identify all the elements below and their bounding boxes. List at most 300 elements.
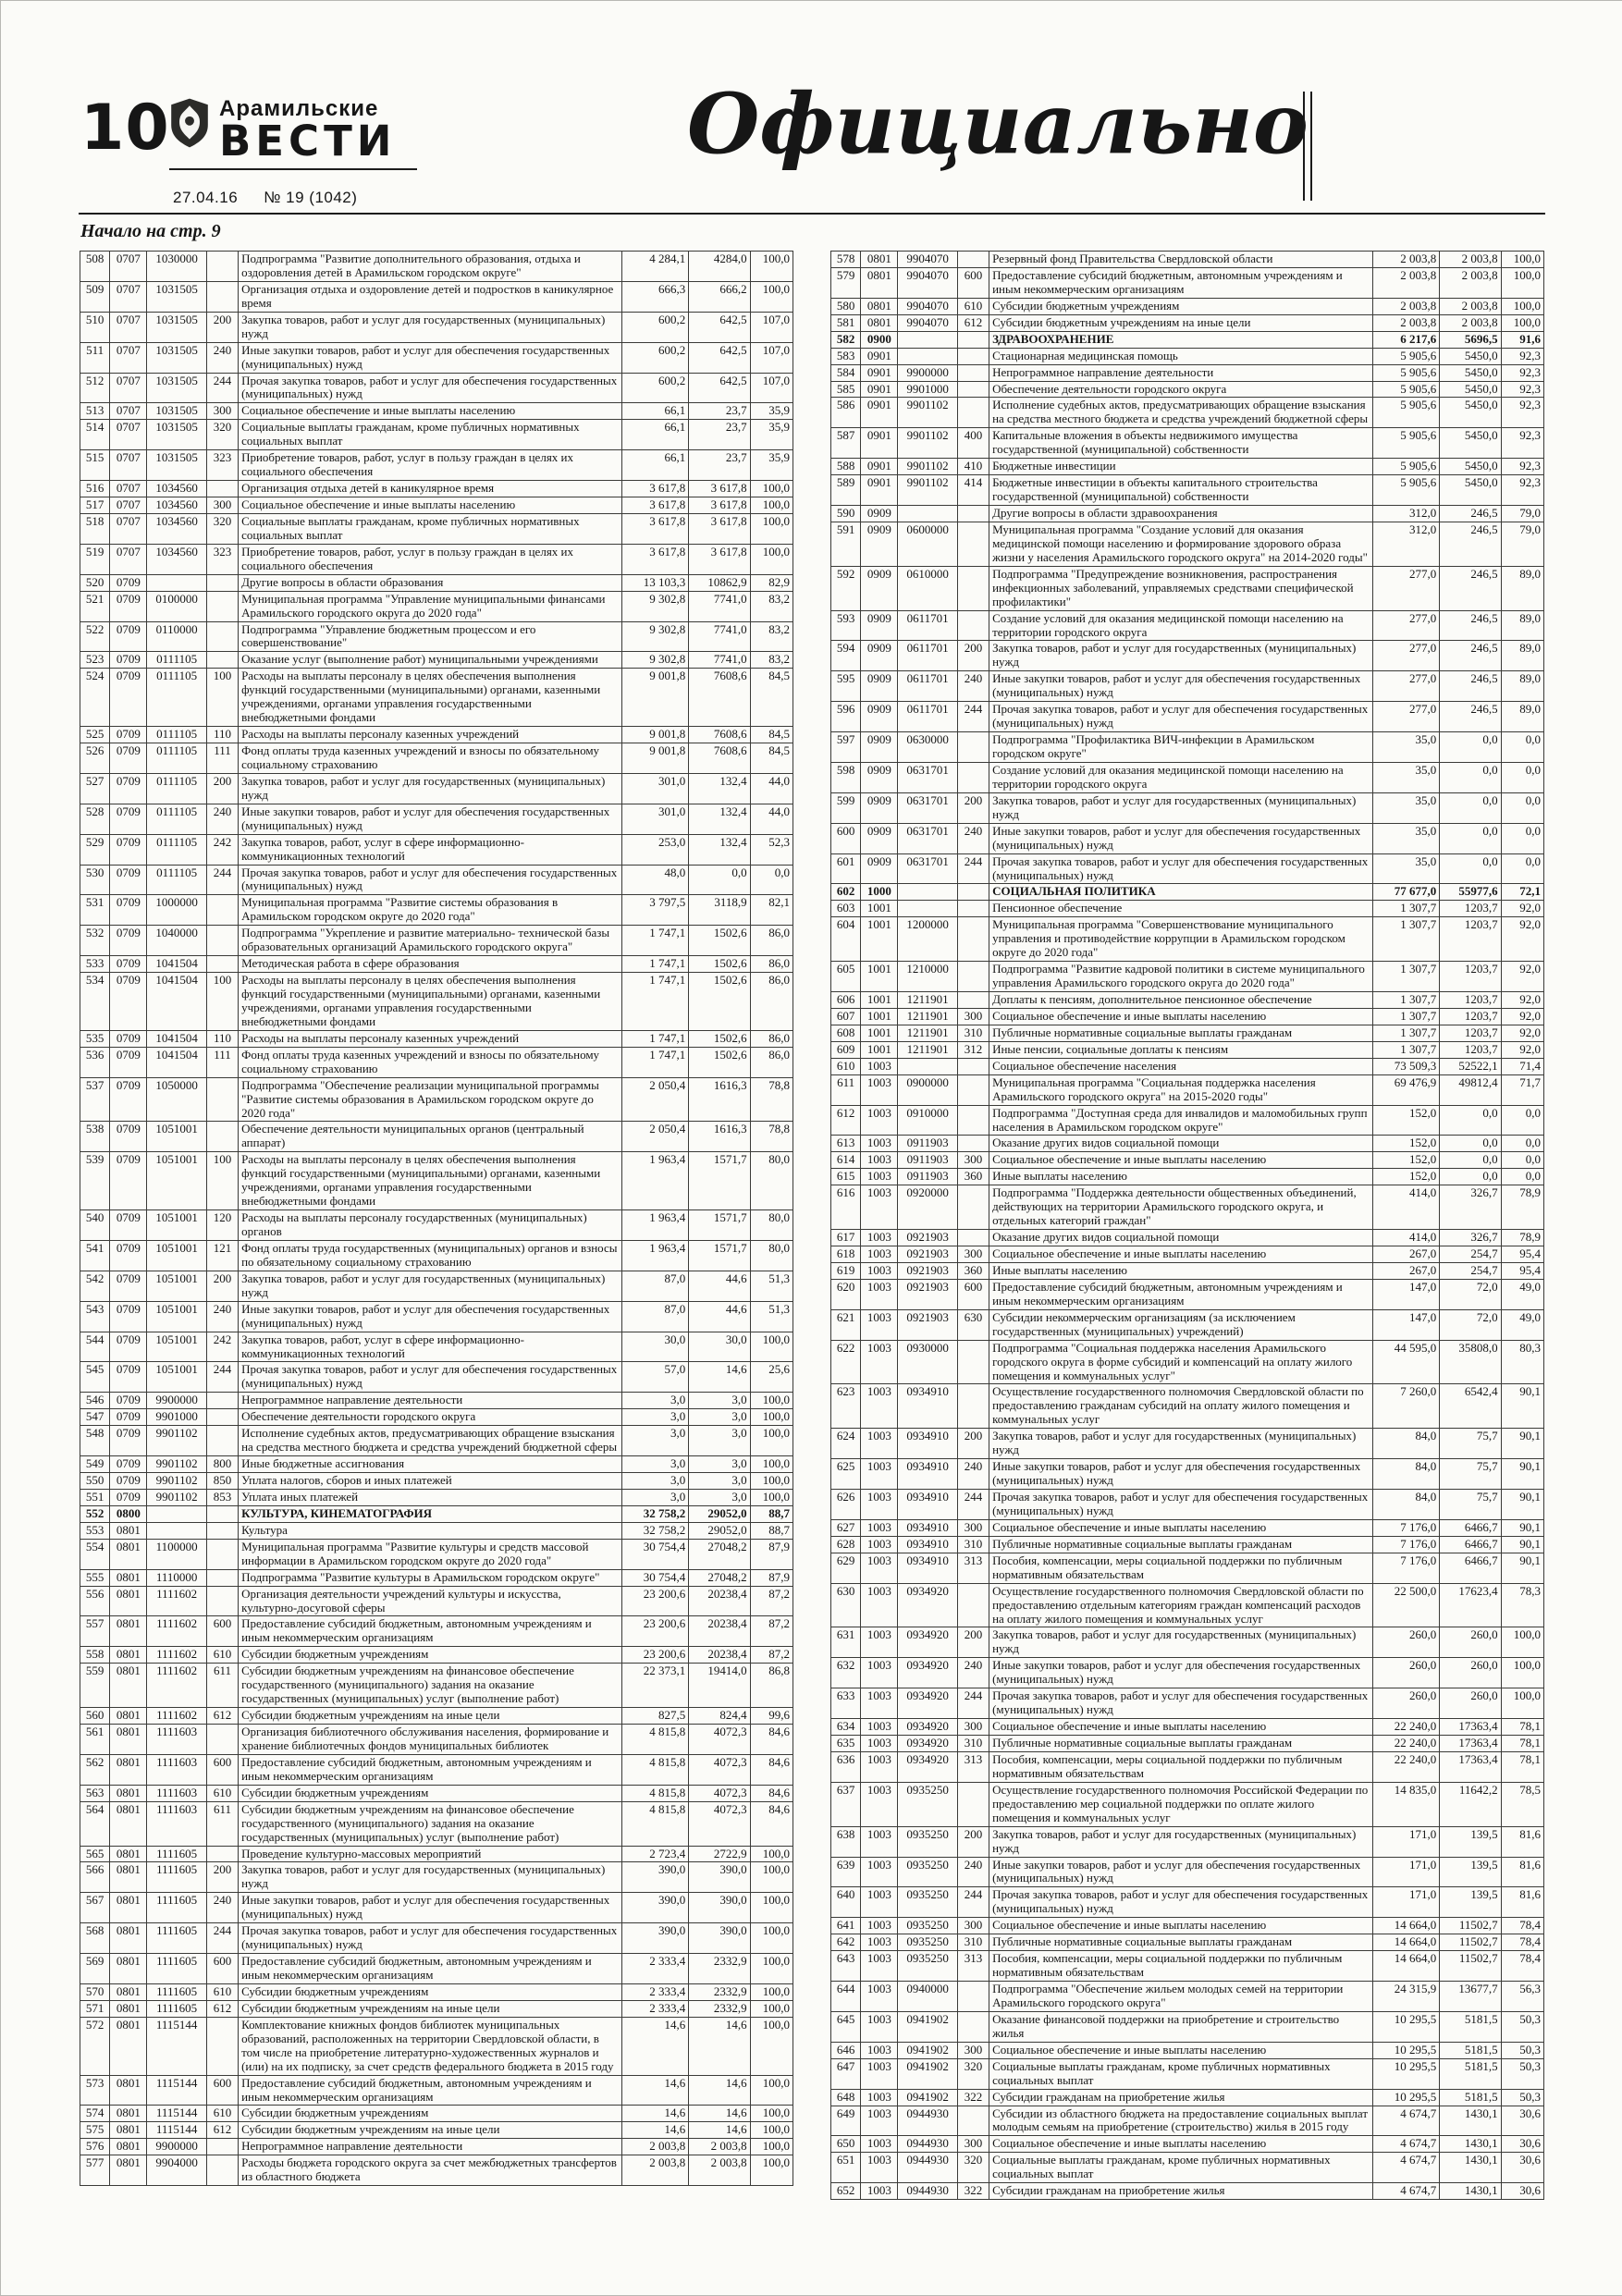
expense-name: Социальное обеспечение и иные выплаты населению <box>989 2136 1373 2153</box>
expense-name: Социальное обеспечение и иные выплаты населению <box>989 1719 1373 1736</box>
section-code: 1003 <box>861 2011 898 2042</box>
target-article-code: 0631701 <box>898 853 957 884</box>
target-article-code: 0911903 <box>898 1136 957 1152</box>
row-num: 520 <box>80 574 110 591</box>
section-code: 0909 <box>861 522 898 566</box>
expense-name: Подпрограмма "Развитие дополнительного образования, отдыха и оздоровления детей в Арамильском городском округе" <box>239 252 622 282</box>
expense-type-code: 800 <box>206 1456 238 1473</box>
expense-type-code: 200 <box>957 1429 989 1459</box>
table-row <box>80 743 793 774</box>
row-num: 574 <box>80 2106 110 2122</box>
executed-amount: 14,6 <box>689 2017 750 2075</box>
execution-percent: 100,0 <box>750 2017 793 2075</box>
row-num: 582 <box>831 331 861 348</box>
planned-amount: 32 758,2 <box>621 1505 688 1522</box>
execution-percent: 84,5 <box>750 727 793 743</box>
executed-amount: 1203,7 <box>1440 992 1501 1009</box>
execution-percent: 100,0 <box>1501 298 1543 314</box>
planned-amount: 1 747,1 <box>621 973 688 1031</box>
expense-name: Подпрограмма "Профилактика ВИЧ-инфекции в Арамильском городском округе" <box>989 732 1373 763</box>
expense-name: Подпрограмма "Развитие кадровой политики в системе муниципального управления Арамильского городского округа до 2020 года" <box>989 962 1373 992</box>
table-row <box>831 1736 1544 1752</box>
expense-name: Иные выплаты населению <box>989 1262 1373 1279</box>
expense-name: Предоставление субсидий бюджетным, автономным учреждениям и иным некоммерческим организациям <box>239 1754 622 1785</box>
section-code: 0709 <box>110 1030 147 1047</box>
section-code: 0707 <box>110 342 147 373</box>
executed-amount: 52522,1 <box>1440 1058 1501 1074</box>
section-code: 0909 <box>861 762 898 792</box>
execution-percent: 79,0 <box>1501 506 1543 522</box>
executed-amount: 1571,7 <box>689 1240 750 1271</box>
expense-type-code: 300 <box>957 1246 989 1263</box>
table-row <box>831 1074 1544 1105</box>
expense-name: Социальное обеспечение и иные выплаты населению <box>989 1152 1373 1169</box>
section-code: 0801 <box>110 2155 147 2186</box>
execution-percent: 90,1 <box>1501 1384 1543 1429</box>
row-num: 649 <box>831 2106 861 2136</box>
row-num: 566 <box>80 1862 110 1893</box>
row-num: 616 <box>831 1185 861 1230</box>
planned-amount: 30,0 <box>621 1332 688 1362</box>
planned-amount: 66,1 <box>621 403 688 420</box>
table-row <box>831 252 1544 268</box>
executed-amount: 4072,3 <box>689 1754 750 1785</box>
row-num: 629 <box>831 1553 861 1583</box>
section-code: 1003 <box>861 1185 898 1230</box>
expense-type-code <box>957 1105 989 1136</box>
target-article-code: 9901102 <box>147 1489 206 1505</box>
row-num: 652 <box>831 2183 861 2200</box>
executed-amount: 49812,4 <box>1440 1074 1501 1105</box>
expense-name: Иные пенсии, социальные доплаты к пенсиям <box>989 1041 1373 1058</box>
planned-amount: 4 815,8 <box>621 1725 688 1755</box>
section-code: 0707 <box>110 281 147 312</box>
executed-amount: 260,0 <box>1440 1658 1501 1688</box>
table-row <box>831 1553 1544 1583</box>
row-num: 542 <box>80 1271 110 1301</box>
table-row <box>80 1586 793 1616</box>
planned-amount: 2 003,8 <box>621 2139 688 2155</box>
table-row <box>831 2042 1544 2058</box>
planned-amount: 260,0 <box>1372 1658 1439 1688</box>
section-code: 1001 <box>861 1025 898 1041</box>
expense-type-code <box>206 956 238 973</box>
row-num: 589 <box>831 475 861 506</box>
executed-amount: 17363,4 <box>1440 1719 1501 1736</box>
expense-type-code: 322 <box>957 2183 989 2200</box>
row-num: 571 <box>80 2000 110 2017</box>
row-num: 565 <box>80 1846 110 1862</box>
row-num: 613 <box>831 1136 861 1152</box>
table-row <box>831 901 1544 917</box>
table-row <box>831 2011 1544 2042</box>
table-row <box>831 1688 1544 1719</box>
table-row <box>831 1490 1544 1520</box>
execution-percent: 81,6 <box>1501 1887 1543 1918</box>
table-row <box>831 962 1544 992</box>
target-article-code <box>898 901 957 917</box>
executed-amount: 2332,9 <box>689 1983 750 2000</box>
target-article-code: 1041504 <box>147 956 206 973</box>
planned-amount: 1 747,1 <box>621 1030 688 1047</box>
expense-type-code: 610 <box>206 1785 238 1801</box>
planned-amount: 48,0 <box>621 865 688 895</box>
target-article-code <box>898 1058 957 1074</box>
planned-amount: 14,6 <box>621 2106 688 2122</box>
section-code: 0707 <box>110 450 147 481</box>
table-row <box>831 1340 1544 1384</box>
execution-percent: 79,0 <box>1501 522 1543 566</box>
expense-name: Социальные выплаты гражданам, кроме публичных нормативных социальных выплат <box>239 420 622 450</box>
expense-type-code <box>957 901 989 917</box>
executed-amount: 11502,7 <box>1440 1951 1501 1982</box>
row-num: 519 <box>80 544 110 574</box>
execution-percent: 87,2 <box>750 1616 793 1647</box>
target-article-code: 0921903 <box>898 1230 957 1246</box>
executed-amount: 1430,1 <box>1440 2136 1501 2153</box>
executed-amount: 254,7 <box>1440 1246 1501 1263</box>
expense-type-code: 612 <box>206 1708 238 1725</box>
target-article-code: 0111105 <box>147 834 206 865</box>
row-num: 621 <box>831 1309 861 1340</box>
section-code: 0801 <box>110 1647 147 1664</box>
execution-percent: 90,1 <box>1501 1536 1543 1553</box>
table-row <box>80 1522 793 1539</box>
executed-amount: 2332,9 <box>689 1954 750 1984</box>
execution-percent: 92,3 <box>1501 398 1543 428</box>
target-article-code: 0600000 <box>898 522 957 566</box>
target-article-code: 0934910 <box>898 1429 957 1459</box>
row-num: 531 <box>80 895 110 926</box>
table-row <box>80 1489 793 1505</box>
expense-name: Предоставление субсидий бюджетным, автономным учреждениям и иным некоммерческим организациям <box>239 1616 622 1647</box>
planned-amount: 73 509,3 <box>1372 1058 1439 1074</box>
executed-amount: 139,5 <box>1440 1826 1501 1857</box>
target-article-code: 0921903 <box>898 1309 957 1340</box>
executed-amount: 17623,4 <box>1440 1583 1501 1627</box>
row-num: 637 <box>831 1782 861 1826</box>
expense-name: Другие вопросы в области здравоохранения <box>989 506 1373 522</box>
section-code: 0909 <box>861 853 898 884</box>
expense-type-code: 313 <box>957 1951 989 1982</box>
table-row <box>831 1934 1544 1951</box>
expense-type-code: 414 <box>957 475 989 506</box>
target-article-code: 0111105 <box>147 804 206 834</box>
executed-amount: 3 617,8 <box>689 481 750 497</box>
expense-type-code <box>957 1340 989 1384</box>
issue-number: № 19 (1042) <box>264 189 358 206</box>
execution-percent: 84,5 <box>750 743 793 774</box>
section-code: 0801 <box>110 1785 147 1801</box>
expense-type-code <box>957 610 989 641</box>
expense-name: Расходы на выплаты персоналу казенных учреждений <box>239 1030 622 1047</box>
table-row <box>80 591 793 621</box>
target-article-code: 9904070 <box>898 267 957 298</box>
expense-name: Предоставление субсидий бюджетным, автономным учреждениям и иным некоммерческим организациям <box>989 267 1373 298</box>
expense-type-code <box>206 1409 238 1426</box>
table-row <box>80 1456 793 1473</box>
table-row <box>80 574 793 591</box>
row-num: 517 <box>80 497 110 514</box>
execution-percent: 100,0 <box>750 2000 793 2017</box>
row-num: 575 <box>80 2122 110 2139</box>
execution-percent: 92,3 <box>1501 475 1543 506</box>
executed-amount: 3 617,8 <box>689 544 750 574</box>
expense-name: Расходы на выплаты персоналу в целях обеспечения выполнения функций государственными (муниципальными) органами, казенными учреждениями, органами управления государственными внебюджетными фондами <box>239 973 622 1031</box>
row-num: 630 <box>831 1583 861 1627</box>
execution-percent: 0,0 <box>1501 792 1543 823</box>
target-article-code: 9901102 <box>147 1426 206 1456</box>
executed-amount: 4284,0 <box>689 252 750 282</box>
row-num: 584 <box>831 364 861 381</box>
execution-percent: 100,0 <box>750 497 793 514</box>
execution-percent: 71,4 <box>1501 1058 1543 1074</box>
target-article-code: 1211901 <box>898 1008 957 1025</box>
table-row <box>831 267 1544 298</box>
continuation-note: Начало на стр. 9 <box>80 221 221 241</box>
section-code: 0801 <box>110 1801 147 1846</box>
executed-amount: 1616,3 <box>689 1122 750 1152</box>
executed-amount: 23,7 <box>689 403 750 420</box>
row-num: 627 <box>831 1519 861 1536</box>
section-code: 1003 <box>861 1105 898 1136</box>
header-divider <box>1303 92 1312 201</box>
expense-name: Осуществление государственного полномочия Российской Федерации по предоставлению мер социальной поддержки по оплате жилого помещения и коммунальных услуг <box>989 1782 1373 1826</box>
executed-amount: 2 003,8 <box>1440 298 1501 314</box>
expense-name: Комплектование книжных фондов библиотек муниципальных образований, расположенных на территории Свердловской области, в том числе на приобретение литературно-художественных журналов и (или) на их подписку, за счет средств федерального бюджета в 2015 году <box>239 2017 622 2075</box>
planned-amount: 22 500,0 <box>1372 1583 1439 1627</box>
section-code: 1003 <box>861 2042 898 2058</box>
executed-amount: 14,6 <box>689 2075 750 2106</box>
section-code: 0909 <box>861 823 898 853</box>
section-code: 1001 <box>861 992 898 1009</box>
execution-percent: 100,0 <box>750 513 793 544</box>
target-article-code <box>147 1522 206 1539</box>
executed-amount: 1203,7 <box>1440 1041 1501 1058</box>
planned-amount: 4 674,7 <box>1372 2106 1439 2136</box>
planned-amount: 2 003,8 <box>1372 267 1439 298</box>
table-row <box>831 1751 1544 1782</box>
expense-type-code <box>206 1393 238 1409</box>
expense-name: Непрограммное направление деятельности <box>239 1393 622 1409</box>
execution-percent: 84,6 <box>750 1725 793 1755</box>
target-article-code: 1111605 <box>147 2000 206 2017</box>
expense-name: Иные выплаты населению <box>989 1169 1373 1185</box>
expense-type-code: 244 <box>206 1923 238 1954</box>
target-article-code: 1111602 <box>147 1586 206 1616</box>
planned-amount: 3 617,8 <box>621 481 688 497</box>
execution-percent: 25,6 <box>750 1362 793 1393</box>
planned-amount: 14,6 <box>621 2075 688 2106</box>
expense-type-code: 612 <box>206 2122 238 2139</box>
section-code: 1001 <box>861 917 898 962</box>
table-row <box>831 2183 1544 2200</box>
planned-amount: 1 307,7 <box>1372 901 1439 917</box>
table-row <box>80 513 793 544</box>
expense-type-code: 323 <box>206 450 238 481</box>
expense-type-code: 630 <box>957 1309 989 1340</box>
execution-percent: 51,3 <box>750 1301 793 1332</box>
execution-percent: 44,0 <box>750 804 793 834</box>
planned-amount: 5 905,6 <box>1372 348 1439 364</box>
expense-name: Подпрограмма "Доступная среда для инвалидов и маломобильных групп населения в Арамильском городском округе" <box>989 1105 1373 1136</box>
expense-type-code <box>957 992 989 1009</box>
planned-amount: 1 307,7 <box>1372 962 1439 992</box>
target-article-code: 1031505 <box>147 373 206 403</box>
target-article-code: 1111605 <box>147 1862 206 1893</box>
expense-name: Подпрограмма "Поддержка деятельности общественных объединений, действующих на территории Арамильского городского округа, и отдельных категорий граждан" <box>989 1185 1373 1230</box>
row-num: 543 <box>80 1301 110 1332</box>
execution-percent: 92,3 <box>1501 459 1543 475</box>
section-code: 0709 <box>110 669 147 727</box>
table-row <box>831 853 1544 884</box>
table-row <box>80 1983 793 2000</box>
row-num: 599 <box>831 792 861 823</box>
expense-type-code <box>957 348 989 364</box>
execution-percent: 92,3 <box>1501 381 1543 398</box>
executed-amount: 642,5 <box>689 312 750 342</box>
planned-amount: 9 302,8 <box>621 591 688 621</box>
row-num: 532 <box>80 926 110 956</box>
row-num: 558 <box>80 1647 110 1664</box>
execution-percent: 100,0 <box>750 1473 793 1490</box>
section-code: 0801 <box>110 2017 147 2075</box>
executed-amount: 260,0 <box>1440 1688 1501 1719</box>
table-row <box>80 926 793 956</box>
target-article-code: 1110000 <box>147 1569 206 1586</box>
table-row <box>80 727 793 743</box>
table-row <box>80 1362 793 1393</box>
table-row <box>80 1754 793 1785</box>
executed-amount: 0,0 <box>1440 1105 1501 1136</box>
executed-amount: 5181,5 <box>1440 2089 1501 2106</box>
expense-type-code <box>206 574 238 591</box>
row-num: 640 <box>831 1887 861 1918</box>
planned-amount: 35,0 <box>1372 853 1439 884</box>
executed-amount: 72,0 <box>1440 1279 1501 1309</box>
execution-percent: 71,7 <box>1501 1074 1543 1105</box>
expense-type-code: 240 <box>206 1301 238 1332</box>
planned-amount: 23 200,6 <box>621 1616 688 1647</box>
expense-name: Субсидии гражданам на приобретение жилья <box>989 2183 1373 2200</box>
planned-amount: 87,0 <box>621 1301 688 1332</box>
table-row <box>80 1725 793 1755</box>
execution-percent: 89,0 <box>1501 702 1543 732</box>
planned-amount: 22 240,0 <box>1372 1751 1439 1782</box>
row-num: 525 <box>80 727 110 743</box>
executed-amount: 3118,9 <box>689 895 750 926</box>
execution-percent: 100,0 <box>750 1983 793 2000</box>
planned-amount: 4 674,7 <box>1372 2136 1439 2153</box>
section-code: 0709 <box>110 1047 147 1077</box>
planned-amount: 2 333,4 <box>621 2000 688 2017</box>
expense-name: ЗДРАВООХРАНЕНИЕ <box>989 331 1373 348</box>
expense-name: Создание условий для оказания медицинской помощи населению на территории городского округа <box>989 762 1373 792</box>
execution-percent: 0,0 <box>1501 732 1543 763</box>
expense-type-code: 300 <box>957 2042 989 2058</box>
expense-name: Муниципальная программа "Развитие культуры и средств массовой информации в Арамильском городском округе до 2020 года" <box>239 1539 622 1569</box>
execution-percent: 0,0 <box>1501 1136 1543 1152</box>
row-num: 572 <box>80 2017 110 2075</box>
row-num: 567 <box>80 1893 110 1923</box>
executed-amount: 246,5 <box>1440 610 1501 641</box>
planned-amount: 1 307,7 <box>1372 1025 1439 1041</box>
table-row <box>80 2017 793 2075</box>
expense-name: Расходы на выплаты персоналу в целях обеспечения выполнения функций государственными (муниципальными) органами, казенными учреждениями, органами управления государственными внебюджетными фондами <box>239 1152 622 1210</box>
table-row <box>831 2106 1544 2136</box>
execution-percent: 83,2 <box>750 591 793 621</box>
expense-type-code: 110 <box>206 727 238 743</box>
planned-amount: 13 103,3 <box>621 574 688 591</box>
target-article-code: 1031505 <box>147 281 206 312</box>
target-article-code: 1051001 <box>147 1301 206 1332</box>
section-code: 1003 <box>861 1627 898 1658</box>
target-article-code: 9901102 <box>898 475 957 506</box>
section-code: 0709 <box>110 865 147 895</box>
section-code: 0801 <box>110 1616 147 1647</box>
planned-amount: 301,0 <box>621 804 688 834</box>
target-article-code: 0610000 <box>898 566 957 610</box>
section-code: 0909 <box>861 566 898 610</box>
expense-name: Социальное обеспечение и иные выплаты населению <box>989 1918 1373 1934</box>
section-code: 0901 <box>861 364 898 381</box>
table-row <box>831 1262 1544 1279</box>
expense-type-code: 200 <box>957 792 989 823</box>
row-num: 536 <box>80 1047 110 1077</box>
section-code: 0801 <box>110 1893 147 1923</box>
target-article-code: 1041504 <box>147 1047 206 1077</box>
expense-type-code <box>957 1185 989 1230</box>
expense-type-code: 244 <box>957 853 989 884</box>
section-code: 1003 <box>861 1340 898 1384</box>
section-code: 1001 <box>861 901 898 917</box>
expense-name: Непрограммное направление деятельности <box>239 2139 622 2155</box>
executed-amount: 55977,6 <box>1440 884 1501 901</box>
row-num: 557 <box>80 1616 110 1647</box>
execution-percent: 81,6 <box>1501 1857 1543 1887</box>
table-row <box>80 2106 793 2122</box>
expense-name: Оказание других видов социальной помощи <box>989 1136 1373 1152</box>
planned-amount: 4 815,8 <box>621 1785 688 1801</box>
expense-name: Субсидии бюджетным учреждениям <box>239 1785 622 1801</box>
expense-type-code <box>206 895 238 926</box>
executed-amount: 246,5 <box>1440 641 1501 671</box>
target-article-code: 1100000 <box>147 1539 206 1569</box>
expense-type-code: 320 <box>957 2058 989 2089</box>
row-num: 510 <box>80 312 110 342</box>
executed-amount: 2 003,8 <box>1440 314 1501 331</box>
planned-amount: 35,0 <box>1372 732 1439 763</box>
expense-type-code: 610 <box>206 1647 238 1664</box>
section-code: 0709 <box>110 1271 147 1301</box>
planned-amount: 9 001,8 <box>621 669 688 727</box>
row-num: 581 <box>831 314 861 331</box>
target-article-code: 0941902 <box>898 2058 957 2089</box>
row-num: 535 <box>80 1030 110 1047</box>
planned-amount: 152,0 <box>1372 1105 1439 1136</box>
expense-type-code <box>206 621 238 652</box>
target-article-code: 1211901 <box>898 1041 957 1058</box>
target-article-code <box>898 506 957 522</box>
section-code: 1001 <box>861 962 898 992</box>
executed-amount: 642,5 <box>689 373 750 403</box>
target-article-code: 1211901 <box>898 1025 957 1041</box>
target-article-code: 0935250 <box>898 1782 957 1826</box>
target-article-code: 1031505 <box>147 312 206 342</box>
expense-type-code <box>957 2106 989 2136</box>
expense-name: Пособия, компенсации, меры социальной поддержки по публичным нормативным обязательствам <box>989 1751 1373 1782</box>
executed-amount: 72,0 <box>1440 1309 1501 1340</box>
